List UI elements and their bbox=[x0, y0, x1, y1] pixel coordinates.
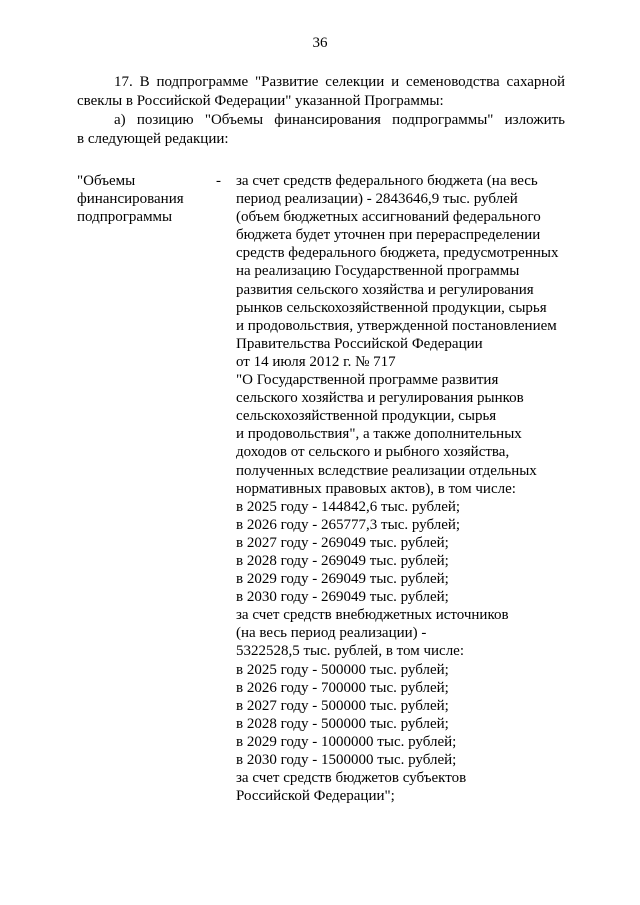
page-number: 36 bbox=[312, 35, 328, 51]
position-content-line: за счет средств федерального бюджета (на весь bbox=[236, 173, 538, 189]
position-content-line: средств федерального бюджета, предусмотренных bbox=[236, 245, 559, 262]
position-content-line: развития сельского хозяйства и регулирования bbox=[236, 281, 534, 298]
position-content-line: в 2026 году - 265777,3 тыс. рублей; bbox=[236, 516, 461, 533]
position-content-line: полученных вследствие реализации отдельных bbox=[236, 462, 537, 479]
paragraph-a-line1: а) позицию "Объемы финансирования подпрограммы" изложить bbox=[114, 112, 565, 128]
position-content-line: доходов от сельского и рыбного хозяйства, bbox=[236, 444, 510, 461]
position-content-line: Правительства Российской Федерации bbox=[236, 335, 483, 352]
position-title bbox=[77, 172, 207, 226]
position-content-line: в 2030 году - 269049 тыс. рублей; bbox=[236, 589, 449, 606]
position-content-line: за счет средств внебюджетных источников bbox=[236, 607, 509, 624]
position-content-line: в 2028 году - 500000 тыс. рублей; bbox=[236, 715, 449, 732]
position-content-line: бюджета будет уточнен при перераспределении bbox=[236, 227, 541, 244]
position-title-line: "Объемы bbox=[77, 173, 136, 189]
position-dash: - bbox=[216, 173, 221, 189]
position-content-line: на реализацию Государственной программы bbox=[236, 263, 520, 280]
paragraph-17: 17. В подпрограмме "Развитие селекции и семеноводства сахарной свеклы в Российской Федерации" указанной Программы: bbox=[77, 74, 565, 109]
position-content-line: в 2028 году - 269049 тыс. рублей; bbox=[236, 552, 449, 569]
position-content-line: (объем бюджетных ассигнований федерального bbox=[236, 209, 541, 226]
position-content-line: нормативных правовых актов), в том числе: bbox=[236, 480, 516, 497]
position-content-line: в 2029 году - 1000000 тыс. рублей; bbox=[236, 733, 457, 750]
position-content-line: за счет средств бюджетов субъектов bbox=[236, 770, 467, 787]
position-title-line: подпрограммы bbox=[77, 209, 173, 225]
financing-position bbox=[77, 172, 565, 812]
position-content-line: в 2025 году - 144842,6 тыс. рублей; bbox=[236, 498, 461, 515]
position-content-line: в 2027 году - 269049 тыс. рублей; bbox=[236, 534, 449, 551]
position-content-line: Российской Федерации"; bbox=[236, 788, 395, 805]
position-content-line: и продовольствия, утвержденной постановлением bbox=[236, 317, 557, 334]
position-content-line: в 2025 году - 500000 тыс. рублей; bbox=[236, 661, 449, 678]
paragraph-a-line2: в следующей редакции: bbox=[77, 131, 229, 147]
position-content-line: период реализации) - 2843646,9 тыс. рублей bbox=[236, 191, 518, 208]
intro-text bbox=[77, 73, 565, 149]
position-content-line: сельского хозяйства и регулирования рынков bbox=[236, 390, 524, 407]
position-content-line: в 2030 году - 1500000 тыс. рублей; bbox=[236, 752, 457, 768]
position-content-line: в 2026 году - 700000 тыс. рублей; bbox=[236, 679, 449, 696]
position-content-line: сельскохозяйственной продукции, сырья bbox=[236, 408, 497, 425]
position-content-line: в 2029 году - 269049 тыс. рублей; bbox=[236, 571, 449, 588]
position-content-line: 5322528,5 тыс. рублей, в том числе: bbox=[236, 643, 465, 660]
position-content-line: (на весь период реализации) - bbox=[236, 625, 427, 642]
position-content-line: рынков сельскохозяйственной продукции, сырья bbox=[236, 299, 547, 316]
position-content-line: и продовольствия", а также дополнительных bbox=[236, 426, 522, 443]
position-content-line: в 2027 году - 500000 тыс. рублей; bbox=[236, 697, 449, 714]
position-title-line: финансирования bbox=[77, 191, 184, 207]
position-content-line: "О Государственной программе развития bbox=[236, 372, 499, 389]
position-content-line: от 14 июля 2012 г. № 717 bbox=[236, 353, 396, 370]
position-content bbox=[236, 172, 566, 805]
